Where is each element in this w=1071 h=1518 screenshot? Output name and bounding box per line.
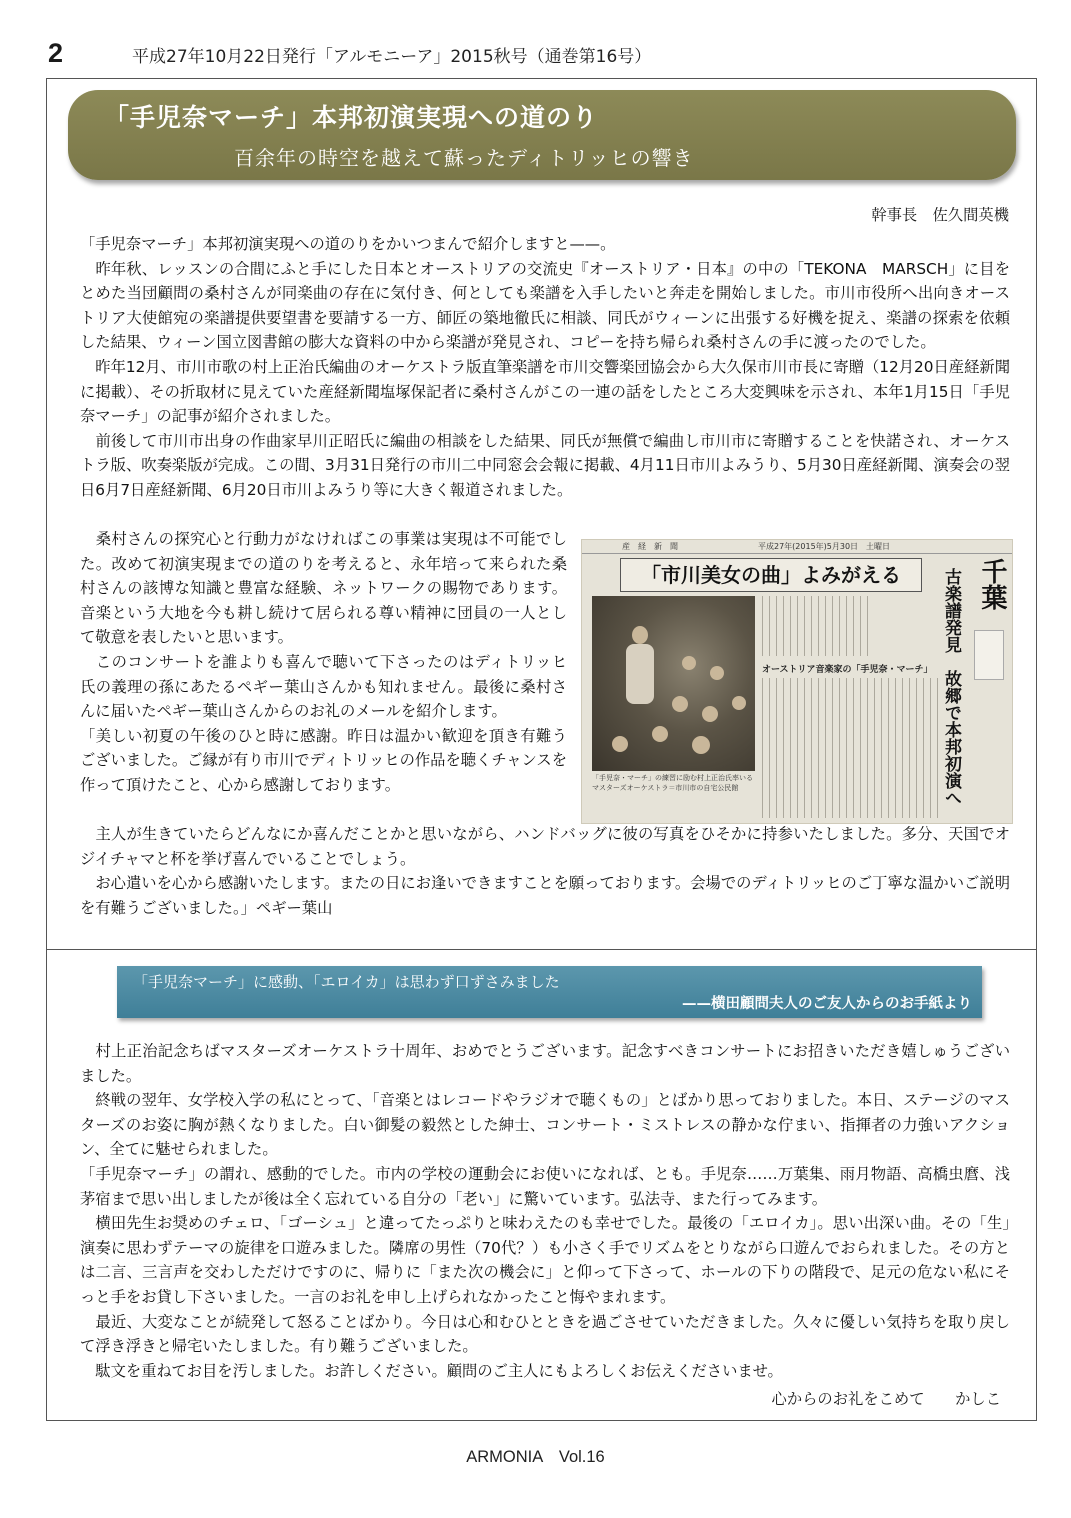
article-body-bottom <box>80 822 1010 920</box>
paragraph: お心遣いを心から感謝いたします。またの日にお逢いできますことを願っております。会場でのディトリッヒのご丁寧な温かいご説明を有難うございました。」ペギー葉山 <box>80 874 1010 917</box>
clipping-info-block <box>974 686 1008 756</box>
paragraph: 終戦の翌年、女学校入学の私にとって、「音楽とはレコードやラジオで聴くもの」とばかり思っておりました。本日、ステージのマスターズのお姿に胸が熱くなりました。白い御髪の毅然とした紳士、コンサート・ミストレスの静かな佇まい、指揮者の力強いアクション、全てに魅せられました。 <box>80 1091 1010 1159</box>
paragraph: 主人が生きていたらどんなにか喜んだことかと思いながら、ハンドバッグに彼の写真をひそかに持参いたしました。多分、天国でオジイチャマと杯を挙げ喜んでいることでしょう。 <box>80 825 1010 868</box>
paragraph: 「手児奈マーチ」の謂れ、感動的でした。市内の学校の運動会にお使いになれば、とも。手児奈……万葉集、雨月物語、高橋虫麿、浅茅宿まで思い出しましたが後は全く忘れている自分の「老い」に驚いています。弘法寺、また行ってみます。 <box>80 1164 1010 1208</box>
article-body-left <box>80 527 567 798</box>
page-header <box>48 38 651 72</box>
letter-title: 「手児奈マーチ」に感動、「エロイカ」は思わず口ずさみました <box>133 973 560 991</box>
article-byline: 幹事長 佐久間英機 <box>871 206 1009 224</box>
article-title: 「手児奈マーチ」本邦初演実現への道のり <box>104 103 599 132</box>
letter-title-banner <box>117 966 982 1018</box>
paragraph: 駄文を重ねてお目を汚しました。お許しください。顧問のご主人にもよろしくお伝えくださいませ。 <box>80 1361 783 1380</box>
paragraph: 村上正治記念ちばマスターズオーケストラ十周年、おめでとうございます。記念すべきコンサートにお招きいただき嬉しゅうございました。 <box>80 1042 1010 1085</box>
page-number: 2 <box>48 38 64 68</box>
article-body-top <box>80 232 1010 503</box>
paragraph: 昨年秋、レッスンの合間にふと手にした日本とオーストリアの交流史『オーストリア・日本』の中の「TEKONA MARSCH」に目をとめた当団顧問の桑村さんが同楽曲の存在に気付き、何としても楽譜を入手したいと奔走を開始しました。市川市役所へ出向きオーストリア大使館宛の楽譜提供要望書を要請する一方、師匠の築地徹氏に相談、同氏がウィーンに出張する好機を捉え、楽譜の探索を依頼した結果、ウィーン国立図書館の膨大な資料の中から楽譜が発見され、コピーを持ち帰られ桑村さんの手に渡ったのでした。 <box>80 259 1010 352</box>
paragraph: 桑村さんの探究心と行動力がなければこの事業は実現は不可能でした。改めて初演実現までの道のりを考えると、永年培って来られた桑村さんの該博な知識と豊富な経験、ネットワークの賜物であります。音楽という大地を今も耕し続けて居られる尊い精神に団員の一人として敬意を表したいと思います。 <box>80 530 567 647</box>
section-divider <box>46 949 1037 950</box>
page-footer: ARMONIA Vol.16 <box>466 1448 605 1466</box>
paragraph: 「手児奈マーチ」本邦初演実現への道のりをかいつまんで紹介しますと——。 <box>80 235 616 253</box>
orchestra-photo <box>592 596 755 771</box>
letter-body <box>80 1039 1010 1383</box>
clipping-text-block <box>762 678 940 818</box>
clipping-region: 千葉 <box>977 558 1007 610</box>
clipping-headline: 「市川美女の曲」よみがえる <box>620 558 922 592</box>
clipping-topbar: 産 経 新 聞 平成27年(2015年)5月30日 土曜日 <box>582 540 1012 554</box>
letter-subtitle: ——横田顧問夫人のご友人からのお手紙より <box>682 996 972 1012</box>
article-title-banner <box>68 90 1016 180</box>
paragraph: 昨年12月、市川市歌の村上正治氏編曲のオーケストラ版直筆楽譜を市川交響楽団協会から大久保市川市長に寄贈（12月20日産経新聞に掲載）、その折取材に見えていた産経新聞塩塚保記者に桑村さんがこの一連の話をしたところ大変興味を示され、本年1月15日「手児奈マーチ」の記事が紹介されました。 <box>80 357 1010 426</box>
paragraph: 「美しい初夏の午後のひと時に感謝。昨日は温かい歓迎を頂き有難うございました。ご縁が有り市川でディトリッヒの作品を聴くチャンスを作って頂けたこと、心から感謝しております。 <box>80 726 567 794</box>
newspaper-clipping <box>581 539 1013 824</box>
issue-line: 平成27年10月22日発行「アルモニーア」2015秋号（通巻第16号） <box>132 47 652 67</box>
paragraph: 横田先生お奨めのチェロ、「ゴーシュ」と違ってたっぷりと味わえたのも幸せでした。最後の「エロイカ」。思い出深い曲。その「生」演奏に思わずテーマの旋律を口遊みました。隣席の男性（70代？）も小さく手でリズムをとりながら口遊んでおられました。その方とは二言、三言声を交わしただけですのに、帰りに「また次の機会に」と仰って下さって、ホールの下りの階段で、足元の危ない私にそっと手をお貸し下さいました。一言のお礼を申し上げられなかったこと悔やまれます。 <box>80 1214 1010 1306</box>
clipping-caption: 「手児奈・マーチ」の練習に励む村上正治氏率いるマスターズオーケストラ＝市川市の自宅公民館 <box>592 774 753 792</box>
paragraph: 最近、大変なことが続発して怒ることばかり。今日は心和むひとときを過ごさせていただきました。久々に優しい気持ちを取り戻して浮き浮きと帰宅いたしました。有り難うございました。 <box>80 1312 1010 1356</box>
clipping-vertical-headline: 古楽譜発見 故郷で本邦初演へ <box>941 568 961 806</box>
chiba-map-icon <box>974 630 1004 680</box>
clipping-subhead: オーストリア音楽家の「手児奈・マーチ」 <box>762 665 933 675</box>
article-subtitle: 百余年の時空を越えて蘇ったディトリッヒの響き <box>234 146 694 170</box>
paragraph: このコンサートを誰よりも喜んで聴いて下さったのはディトリッヒ氏の義理の孫にあたるペギー葉山さんかも知れません。最後に桑村さんに届いたペギー葉山さんからのお礼のメールを紹介します。 <box>80 652 567 721</box>
paragraph: 前後して市川市出身の作曲家早川正昭氏に編曲の相談をした結果、同氏が無償で編曲し市川市に寄贈することを快諾され、オーケストラ版、吹奏楽版が完成。この間、3月31日発行の市川二中同窓会会報に掲載、4月11日市川よみうり、5月30日産経新聞、演奏会の翌日6月7日産経新聞、6月20日市川よみうり等に大きく報道されました。 <box>80 431 1010 499</box>
letter-signoff: 心からのお礼をこめて かしこ <box>771 1390 1001 1408</box>
clipping-text-block <box>762 596 872 656</box>
